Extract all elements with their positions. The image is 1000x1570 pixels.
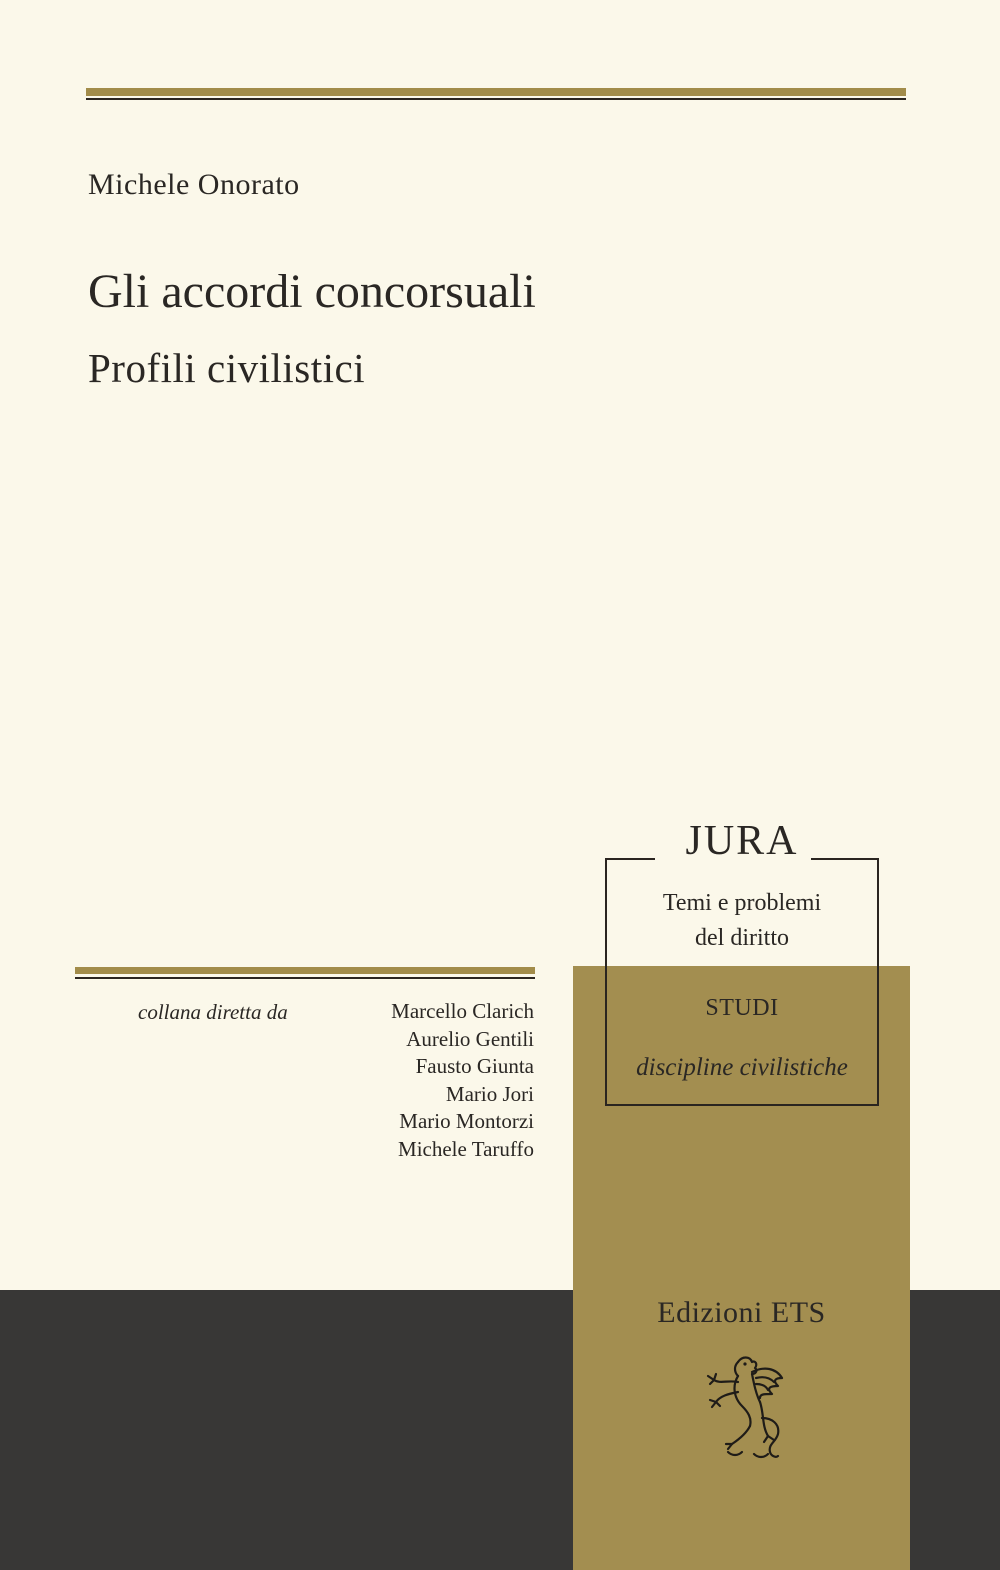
griffin-icon: [698, 1352, 790, 1464]
publisher-name: Edizioni ETS: [657, 1296, 826, 1329]
author-name: Michele Onorato: [88, 168, 300, 201]
series-discipline: discipline civilistiche: [636, 1054, 848, 1081]
editor-name: Aurelio Gentili: [406, 1026, 534, 1051]
series-name: JURA: [685, 818, 799, 864]
series-box: [605, 818, 879, 1106]
top-rule-gold-line: [86, 88, 906, 96]
series-section: STUDI: [705, 995, 779, 1021]
editors-rule-dark-line: [75, 977, 535, 979]
top-decorative-rule: [86, 88, 906, 102]
editors-label: collana diretta da: [138, 1000, 288, 1024]
series-description-line-1: Temi e problemi: [662, 890, 822, 916]
editors-decorative-rule: [75, 967, 535, 981]
editors-rule-gold-line: [75, 967, 535, 974]
editor-name: Fausto Giunta: [415, 1054, 534, 1079]
editor-name: Marcello Clarich: [391, 999, 534, 1023]
editor-name: Michele Taruffo: [398, 1136, 534, 1161]
series-description-line-2: del diritto: [695, 925, 789, 951]
series-description: [607, 886, 877, 956]
editor-name: Mario Montorzi: [399, 1109, 534, 1134]
editors-list: [391, 998, 534, 1164]
book-subtitle: Profili civilistici: [88, 345, 366, 391]
editor-name: Mario Jori: [445, 1081, 534, 1106]
book-title: Gli accordi concorsuali: [88, 265, 536, 318]
top-rule-dark-line: [86, 98, 906, 100]
